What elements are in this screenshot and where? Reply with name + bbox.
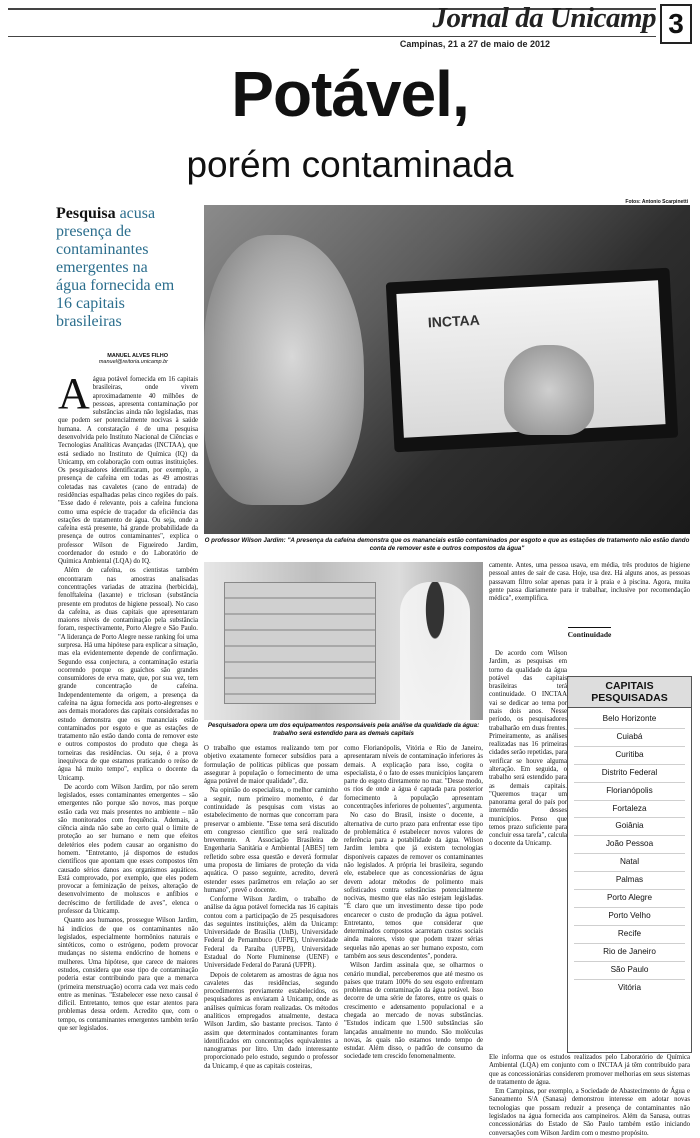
city-item: Florianópolis	[574, 783, 685, 801]
article-column-2	[204, 745, 338, 1115]
article-column-4-top	[489, 562, 690, 626]
city-item: Rio de Janeiro	[574, 944, 685, 962]
city-item: João Pessoa	[574, 836, 685, 854]
paragraph: Ele informa que os estudos realizados pelo Laboratório de Química Ambiental (LQA) em conjunto com o INCTAA já têm contribuído para que as concessionárias considerem promover melhorias em seus sistemas de tratamento de água.	[489, 1054, 690, 1086]
article-column-4-bottom	[489, 1054, 690, 1137]
paragraph: No caso do Brasil, insiste o docente, a alternativa de curto prazo para enfrentar esse tipo de problemática é estabelecer novos valores de referência para a potabilidade da água. Wilson Jardim lembra que já existem tecnologias disponíveis capazes de remover os contaminantes não legislados. A própria lei brasileira, segundo ele, estabelece que as concessionárias de água devem adotar métodos de polimento mais sofisticados contra substâncias potencialmente nocivas, mesmo que elas não estejam legisladas. "É claro que um investimento desse tipo pode encarecer o custo de produção da água potável. Entretanto, temos que considerar que determinados compostos acarretam custos sociais ainda maiores, visto que podem trazer sérias sequelas não apenas ao ser humano exposto, com também aos seus descendentes", pondera.	[344, 812, 483, 961]
main-photo-caption: O professor Wilson Jardim: "A presença da cafeína demonstra que os mananciais estão contaminados por esgoto e que as estações de tratamento não estão dando conta de remover este e outros compostos da água"	[204, 537, 690, 552]
masthead-rule-bottom	[8, 36, 656, 37]
city-list	[568, 708, 691, 997]
article-deck	[56, 205, 176, 332]
paragraph: Depois de coletarem as amostras de água nos cavaletes das residências, segundo procedimentos previamente estabelecidos, os pesquisadores as enviaram à Unicamp, onde as análises químicas foram realizadas. Os métodos analíticos empregados atualmente, destaca Wilson Jardim, são bastante precisos. Tanto é assim que determinados contaminantes foram identificados em concentrações equivalentes a nanogramas por litro. Um dado interessante proporcionado pelo estudo, segundo o professor da Unicamp, é que as capitais costeiras,	[204, 971, 338, 1070]
city-item: Belo Horizonte	[574, 711, 685, 729]
lab-photo-caption: Pesquisadora opera um dos equipamentos responsáveis pela análise da qualidade da água: trabalho será estendido para as demais capitais	[207, 722, 480, 737]
paragraph: Quanto aos humanos, prossegue Wilson Jardim, há indícios de que os contaminantes não legislados, especialmente hormônios naturais e sintéticos, como o estrógeno, podem provocar mudanças no sistema endócrino de homens e mulheres. Uma hipótese, que carece de maiores estudos, considera que esse tipo de contaminação poderia estar contribuindo para que a menarca (primeira menstruação) ocorra cada vez mais cedo entre as meninas. "Estabelecer esse nexo causal é difícil. Entretanto, temos que estar atentos para problemas dessa ordem. Acredito que, com o tempo, os contaminantes emergentes também terão que ser legislados.	[58, 917, 198, 1032]
paragraph: camente. Antes, uma pessoa usava, em média, três produtos de higiene pessoal antes de sair de casa. Hoje, usa dez. Há alguns anos, as pessoas passavam filtro solar apenas para ir à praia e à piscina. Agora, muita gente passa diariamente para ir trabalhar, inclusive por recomendação médica", exemplifica.	[489, 562, 690, 603]
drop-cap: A	[58, 369, 90, 418]
section-heading	[489, 630, 690, 639]
deck-rest: acusa presença de contaminantes emergentes na água fornecida em 16 capitais brasileiras	[56, 205, 175, 331]
section-heading-text: Continuidade	[568, 627, 612, 639]
paragraph: Conforme Wilson Jardim, o trabalho de análise da água potável fornecida nas 16 capitais contou com a participação de 25 pesquisadores das seguintes instituições, além da Unicamp: Universidade de Brasília (UnB), Universidade Federal de Pernambuco (UFPE), Universidade Federal da Paraíba (UFPB), Universidade Estadual do Norte Fluminense (UENF) e Universidade Federal do Paraná (UFPR).	[204, 896, 338, 970]
newspaper-title: Jornal da Unicamp	[432, 2, 656, 34]
byline	[98, 353, 168, 365]
sidebar-title: CAPITAIS PESQUISADAS	[568, 677, 691, 708]
city-item: Curitiba	[574, 747, 685, 765]
deck-lead: Pesquisa	[56, 205, 116, 222]
paragraph: Na opinião do especialista, o melhor caminho a seguir, num primeiro momento, é dar continuidade às pesquisas com vistas ao estabelecimento de normas que concorram para preservar o ambiente. "Esse tema será discutido em congresso científico que será realizado brevemente. A Associação Brasileira de Engenharia Sanitária e Ambiental [ABES] tem refletido sobre essa questão e deverá formular uma proposta de limiares de proteção da vida aquática. O passo seguinte, acredito, deverá estender esses parâmetros em relação ao ser humano", prevê o docente.	[204, 787, 338, 894]
issue-date: Campinas, 21 a 27 de maio de 2012	[399, 39, 550, 49]
city-item: São Paulo	[574, 962, 685, 980]
article-column-1	[58, 369, 198, 1116]
paragraph: De acordo com Wilson Jardim, as pesquisas em torno da qualidade da água potável das capitais brasileiras terá continuidade. O INCTAA vai se dedicar ao tema por mais dois anos. Nesse período, os pesquisadores trabalharão em duas frentes. Primeiramente, as análises realizadas nas 16 primeiras cidades serão repetidas, para verificar se houve alguma alteração. Em seguida, o trabalho será estendido para as demais capitais. "Queremos traçar um panorama geral do país por intermédio desses municípios. Penso que temos prazo suficiente para concluir essa tarefa", calcula o docente da Unicamp.	[489, 650, 567, 848]
city-item: Vitória	[617, 982, 642, 992]
paragraph: Além de cafeína, os cientistas também encontraram nas amostras analisadas concentrações variadas de atrazina (herbicida), fenolftaleína (laxante) e triclosan (substância presente em produtos de higiene pessoal). No caso da cafeína, as duas capitais que apresentaram maiores níveis de contaminação pela substância foram, respectivamente, Porto Alegre e São Paulo. "A liderança de Porto Alegre nesse ranking foi uma surpresa. Há uma hipótese para explicar a situação, mas ela evidentemente depende de confirmação. Segundo essa conjectura, a contaminação estaria ocorrendo porque os guaíchos são grandes consumidores de erva mate, que, por sua vez, tem grande concentração de cafeína. Independentemente da origem, a presença da cafeína na água fornecida aos porto-alegrenses e aos demais moradores das capitais consideradas no estudo demonstra que os mananciais estão contaminados por esgoto e que as estações de tratamento não estão dando conta de remover este e outros compostos do produto que chega às torneiras das residências. Ou seja, é a prova inequívoca de que estamos praticando o reúso de água há muito tempo", explica o docente da Unicamp.	[58, 567, 198, 782]
paragraph: Em Campinas, por exemplo, a Sociedade de Abastecimento de Água e Saneamento S/A (Sanasa) demonstrou interesse em adotar novas tecnologias que possam reduzir a presença de contaminantes não legislados na água fornecida aos campineiros. Além da Sanasa, outras concessionárias do Estado de São Paulo também estão iniciando conversações com Wilson Jardim com o mesmo propósito.	[489, 1088, 690, 1137]
byline-name: MANUEL ALVES FILHO	[107, 353, 168, 359]
city-item: Porto Velho	[574, 908, 685, 926]
photo-hand	[504, 345, 594, 435]
city-item: Distrito Federal	[574, 765, 685, 783]
subheadline: porém contaminada	[186, 144, 514, 185]
article-column-4-narrow	[489, 650, 567, 1052]
byline-email[interactable]: manuel@reitoria.unicamp.br	[98, 359, 168, 365]
paragraph: De acordo com Wilson Jardim, por não serem legislados, esses contaminantes emergentes – são emergentes não porque são novos, mas porque estão cada vez mais presentes no ambiente – não são monitorados com frequência. Ademais, a ciência ainda não sabe ao certo qual o limite de proteção ao ser humano e nem que efeitos deletérios eles podem causar ao organismo do homem. "Entretanto, já dispomos de estudos científicos que apontam que esses compostos têm causado sérios danos aos organismos aquáticos. Está comprovado, por exemplo, que eles podem provocar a feminização de peixes, alteração de desenvolvimento de moluscos e anfíbios e decréscimo de fertilidade de aves", elenca o professor da Unicamp.	[58, 783, 198, 915]
photo-professor-figure	[204, 235, 364, 505]
paragraph: O trabalho que estamos realizando tem por objetivo exatamente fornecer subsídios para a formulação de políticas públicas que possam assegurar à população o fornecimento de uma água potável de maior qualidade", diz.	[204, 745, 338, 786]
page-number: 3	[660, 4, 692, 44]
photo-credit: Fotos: Antonio Scarpinetti	[625, 199, 688, 205]
photo-screen-logo: INCTAA	[427, 311, 481, 331]
city-item: Cuiabá	[574, 729, 685, 747]
capitals-sidebar	[567, 676, 692, 1053]
photo-lab-equipment	[224, 582, 376, 704]
article-column-3	[344, 745, 483, 1115]
photo-researcher-figure	[400, 582, 470, 720]
paragraph: Wilson Jardim assinala que, se olharmos o cenário mundial, perceberemos que até mesmo os países que tratam 100% do seu esgoto enfrentam problemas de contaminação da água potável. Isso decorre de uma série de fatores, entre os quais o crescimento e adensamento populacional e a chegada ao mercado de novas substâncias. "Estudos indicam que 1.500 substâncias são lançadas anualmente no mundo. São moléculas novas, às quais não estamos tendo tempo de estudar. Além disso, o padrão de consumo da sociedade tem crescido fenomenalmente.	[344, 962, 483, 1061]
city-item: Natal	[574, 854, 685, 872]
main-photo	[204, 205, 690, 534]
lab-photo	[204, 562, 483, 720]
city-item: Palmas	[574, 872, 685, 890]
masthead	[0, 0, 700, 52]
city-item: Porto Alegre	[574, 890, 685, 908]
city-item: Fortaleza	[574, 801, 685, 819]
paragraph: como Florianópolis, Vitória e Rio de Janeiro, apresentaram níveis de contaminação inferiores às demais. A explicação para isso, cogita o especialista, é o fato de esses municípios lançarem parte do esgoto diretamente no mar. "Desse modo, os rios de onde a água é captada para posterior fornecimento à população apresentam concentrações inferiores de poluentes", argumenta.	[344, 745, 483, 810]
headline: Potável,	[231, 58, 469, 130]
city-item: Goiânia	[574, 818, 685, 836]
paragraph	[58, 369, 198, 566]
city-item: Recife	[574, 926, 685, 944]
paragraph-text: água potável fornecida em 16 capitais brasileiras, onde vivem aproximadamente 40 milhões de pessoas, apresenta contaminação por substâncias ainda não legisladas, mas que podem ser potencialmente nocivas à saúde humana. A constatação é de uma pesquisa desenvolvida pelo Instituto Nacional de Ciências e Tecnologias Analíticas Avançadas (INCTAA), que está sediado no Instituto de Química (IQ) da Unicamp, em colaboração com outras instituições. Os pesquisadores identificaram, por exemplo, a presença de cafeína em todas as 49 amostras coletadas nas cavaletes (cano de entrada) de residências espalhadas pelas cinco regiões do país. "Esse dado é relevante, pois a cafeína funciona como uma espécie de traçador da eficiência das estações de tratamento de água. Ou seja, onde a cafeína está presente, há grande probabilidade da presença de outros contaminantes", explica o professor Wilson de Figueiredo Jardim, coordenador do estudo e do Laboratório de Química Ambiental (LQA) do IQ.	[58, 376, 198, 566]
